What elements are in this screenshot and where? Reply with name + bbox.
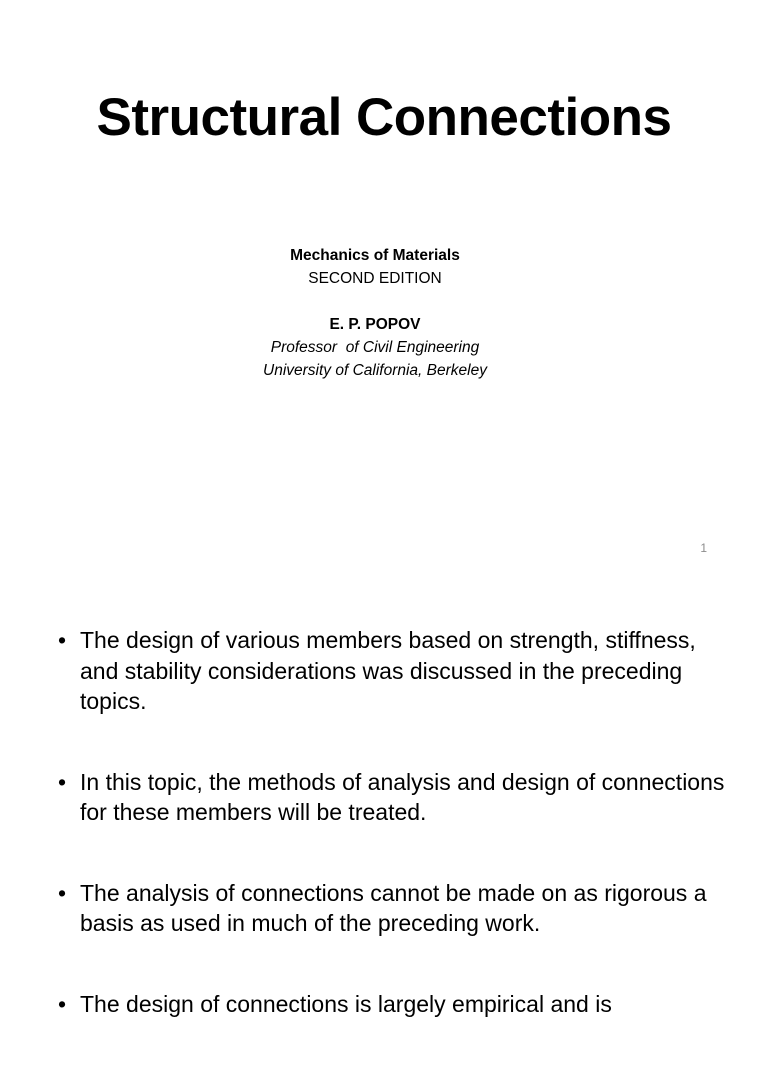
book-title: Mechanics of Materials [290, 247, 460, 264]
bullet-text: The design of various members based on strength, stiffness, and stability considerations was discussed in the preceding topics. [80, 627, 696, 714]
bullet-list [58, 625, 738, 1069]
author-affiliation: University of California, Berkeley [263, 362, 487, 379]
bullet-item [58, 878, 738, 939]
bullet-marker: • [58, 879, 67, 906]
author-role: Professor of Civil Engineering [270, 339, 480, 356]
edition: SECOND EDITION [308, 270, 442, 287]
bullet-marker: • [58, 768, 67, 795]
bullet-marker: • [58, 627, 67, 653]
bullet-text: The analysis of connections cannot be made on as rigorous a basis as used in much of the preceding work. [80, 879, 707, 936]
page-number: 1 [700, 541, 707, 555]
bullet-item [58, 989, 738, 1020]
author-name: E. P. POPOV [329, 316, 421, 333]
bullet-text: In this topic, the methods of analysis and design of connections for these members will be treated. [80, 768, 725, 825]
bullet-item [58, 767, 738, 828]
bullet-marker: • [58, 990, 67, 1017]
bullet-item [58, 625, 738, 717]
spacer [0, 290, 750, 313]
bullet-text: The design of connections is largely empirical and is [80, 990, 612, 1017]
book-info [0, 244, 750, 382]
slide-title: Structural Connections [96, 88, 672, 147]
